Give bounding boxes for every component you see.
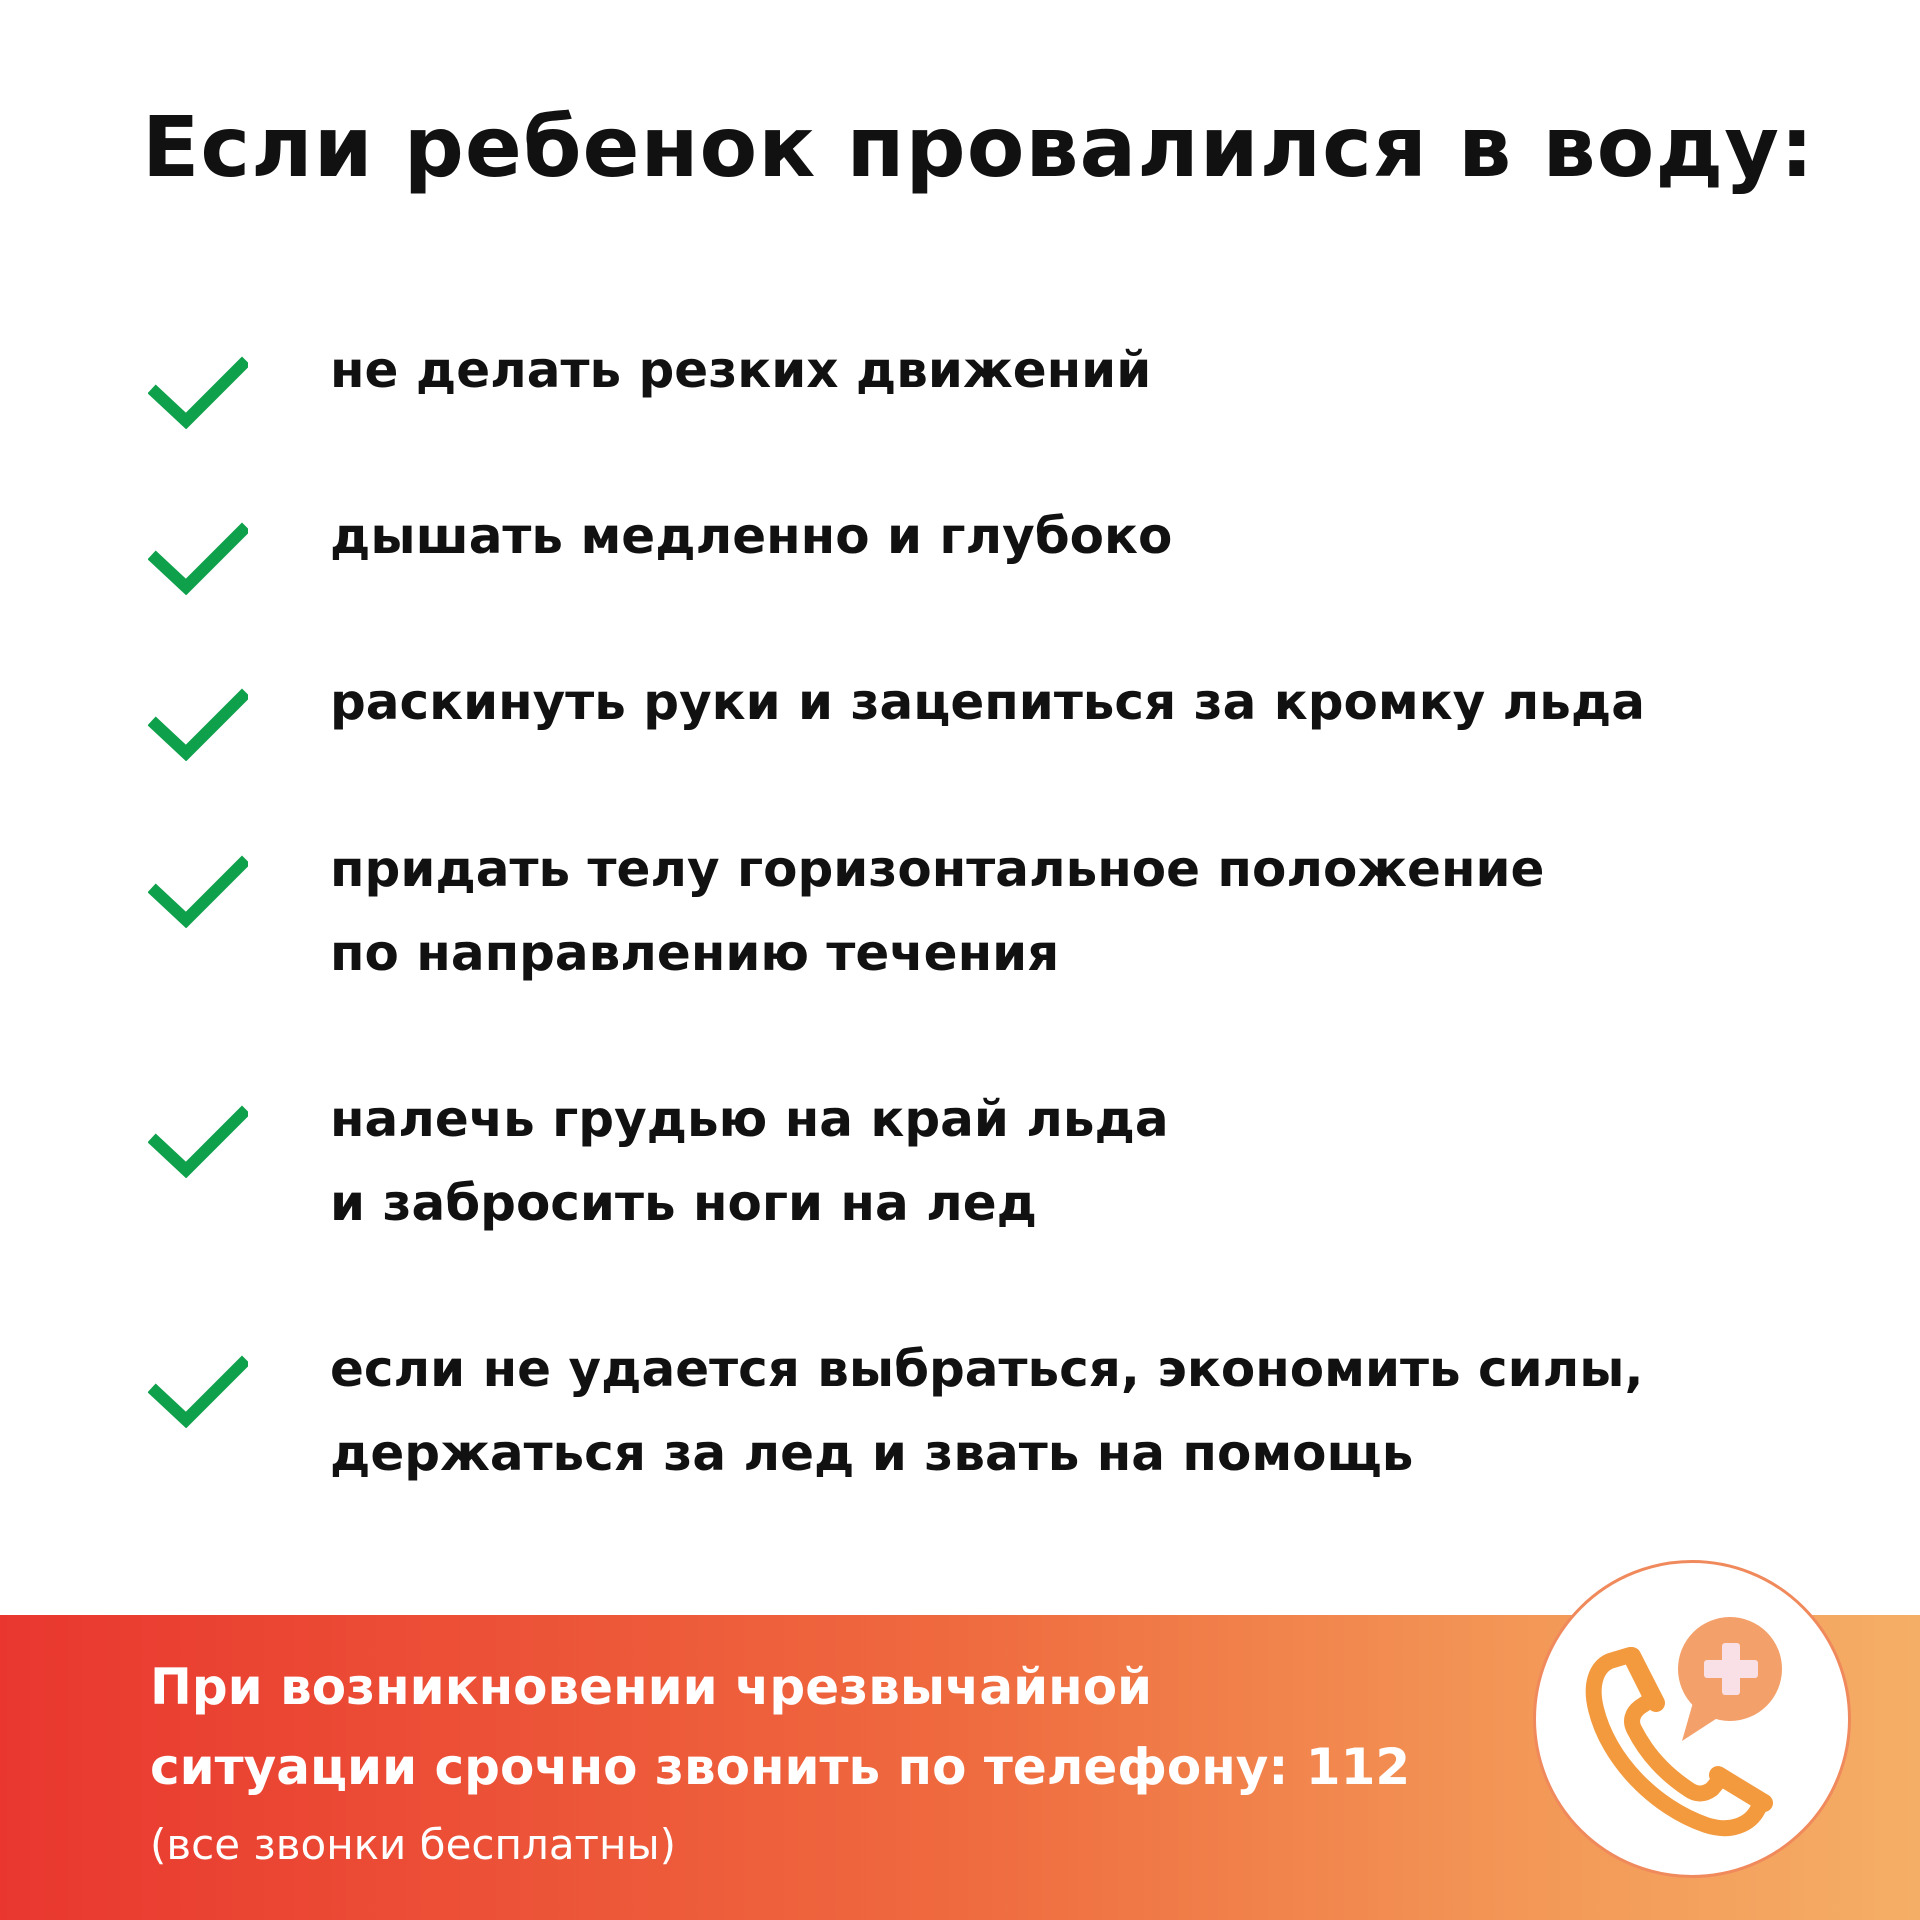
checkmark-icon bbox=[148, 353, 248, 429]
list-item-text bbox=[330, 494, 1750, 578]
checkmark-icon bbox=[148, 685, 248, 761]
list-item-line: не делать резких движений bbox=[330, 341, 1152, 399]
list-item-line: по направлению течения bbox=[330, 924, 1060, 982]
phone-icon bbox=[1536, 1563, 1854, 1881]
free-calls-note: (все звонки бесплатны) bbox=[150, 1820, 677, 1869]
list-item-text bbox=[330, 1077, 1750, 1245]
list-item-line: если не удается выбраться, экономить силы, bbox=[330, 1340, 1644, 1398]
phone-icon-badge bbox=[1533, 1560, 1851, 1878]
list-item-line: налечь грудью на край льда bbox=[330, 1090, 1169, 1148]
list-item-text bbox=[330, 827, 1750, 995]
list-item-line: придать телу горизонтальное положение bbox=[330, 840, 1545, 898]
list-item-line: раскинуть руки и зацепиться за кромку льда bbox=[330, 673, 1646, 731]
list-item-line: держаться за лед и звать на помощь bbox=[330, 1424, 1414, 1482]
emergency-line: При возникновении чрезвычайной bbox=[150, 1658, 1153, 1716]
list-item-text bbox=[330, 328, 1750, 412]
list-item bbox=[0, 827, 1920, 1027]
list-item-text bbox=[330, 1327, 1750, 1495]
page-title: Если ребенок провалился в воду: bbox=[142, 98, 1815, 196]
list-item-line: и забросить ноги на лед bbox=[330, 1174, 1038, 1232]
emergency-banner-text bbox=[150, 1647, 1500, 1883]
medical-cross-bubble-icon bbox=[1678, 1617, 1782, 1741]
emergency-phone-line: ситуации срочно звонить по телефону: 112 bbox=[150, 1738, 1411, 1796]
list-item bbox=[0, 1077, 1920, 1277]
list-item-line: дышать медленно и глубоко bbox=[330, 507, 1173, 565]
checkmark-icon bbox=[148, 852, 248, 928]
list-item bbox=[0, 1327, 1920, 1527]
list-item-text bbox=[330, 660, 1750, 744]
checkmark-icon bbox=[148, 519, 248, 595]
checkmark-icon bbox=[148, 1352, 248, 1428]
checkmark-icon bbox=[148, 1102, 248, 1178]
